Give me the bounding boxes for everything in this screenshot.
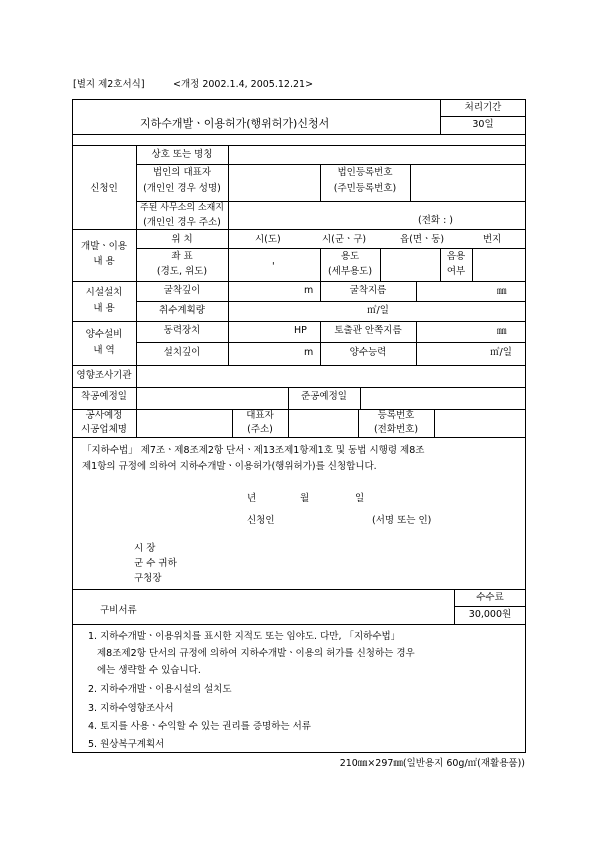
pipe-unit: ㎜ [497,326,507,337]
doc-item: 4. 토지를 사용ㆍ수익할 수 있는 권리를 증명하는 서류 [88,721,311,732]
facility-section: 시설설치 [85,287,123,298]
form-title: 지하수개발ㆍ이용허가(행위허가)신청서 [140,117,330,130]
start-date-label: 착공예정일 [81,391,127,402]
doc-item: 5. 원상복구계획서 [88,739,165,750]
capacity-label: 양수능력 [349,347,387,358]
contractor-sublabel: 시공업체명 [81,424,127,435]
regno-label: 법인등록번호 [337,167,393,178]
date-year: 년 [247,493,257,504]
pipe-label: 토출관 안쪽지름 [334,325,402,336]
addressee-gun: 군 수 귀하 [134,558,177,569]
name-label: 상호 또는 명칭 [151,149,213,160]
contractor-rep-sublabel: (주소) [247,424,273,435]
power-label: 동력장치 [163,325,201,336]
fee-value: 30,000원 [468,609,512,620]
si-do: 시(도) [255,234,281,245]
dev-section: 개발ㆍ이용 [81,241,127,252]
drinking-label: 음용 [446,251,466,262]
fee-label: 수수료 [476,592,504,603]
eup-myeon-dong: 읍(면ㆍ동) [400,234,445,245]
location-label: 위 치 [171,234,193,245]
coord-sublabel: (경도, 위도) [156,266,208,277]
contractor-label: 공사예정 [85,410,123,421]
doc-item: 1. 지하수개발ㆍ이용위치를 표시한 지적도 또는 임야도. 다만, 「지하수법」 [88,631,401,642]
statement-line-1: 「지하수법」 제7조ㆍ제8조제2항 단서ㆍ제13조제1항제1호 및 동법 시행령 제8조 [82,445,425,456]
phone-field: (전화 : ) [418,215,454,226]
required-docs-label: 구비서류 [100,605,137,616]
regno-sublabel: (주민등록번호) [333,183,397,194]
office-sublabel: (개인인 경우 주소) [143,217,221,228]
statement-line-2: 제1항의 규정에 의하여 지하수개발ㆍ이용허가(행위허가)를 신청합니다. [82,461,377,472]
addressee-gu: 구청장 [134,573,162,584]
rep-label: 법인의 대표자 [152,167,212,178]
install-depth-unit: m [304,347,314,358]
capacity-unit: ㎥/일 [490,347,512,358]
office-label: 주된 사무소의 소재지 [140,203,224,213]
revision-note: <개정 2002.1.4, 2005.12.21> [173,79,314,90]
drinking-sublabel: 여부 [446,266,466,277]
processing-period-value: 30일 [472,119,494,130]
applicant-section: 신청인 [90,183,118,194]
depth-unit: m [304,285,314,296]
diameter-label: 굴착지름 [349,285,387,296]
survey-agency-label: 영향조사기관 [76,370,132,381]
processing-period-label: 처리기간 [464,102,502,113]
addressee-si: 시 장 [134,543,156,554]
diameter-unit: ㎜ [497,286,507,297]
pump-section: 양수설비 [85,329,123,340]
coord-mark: ' [272,261,275,272]
date-month: 월 [300,493,310,504]
dev-section-sub: 내 용 [93,256,115,267]
doc-item: 에는 생략할 수 있습니다. [97,665,201,676]
intake-label: 취수계획량 [159,305,205,316]
use-label: 용도 [340,251,360,262]
paper-spec: 210㎜×297㎜(일반용지 60g/㎡(재활용품)) [339,758,525,769]
coord-label: 좌 표 [171,251,193,262]
doc-item: 제8조제2항 단서의 규정에 의하여 지하수개발ㆍ이용의 허가를 신청하는 경우 [97,648,415,659]
install-depth-label: 설치깊이 [163,347,201,358]
doc-item: 3. 지하수영향조사서 [88,703,174,714]
intake-unit: ㎥/일 [367,305,389,316]
doc-item: 2. 지하수개발ㆍ이용시설의 설치도 [88,684,232,695]
si-gun-gu: 시(군ㆍ구) [322,234,367,245]
facility-section-sub: 내 용 [93,303,115,314]
date-day: 일 [355,493,365,504]
contractor-reg-label: 등록번호 [377,410,415,421]
rep-sublabel: (개인인 경우 성명) [143,183,221,194]
signature-field: (서명 또는 인) [372,515,432,526]
applicant-sign-label: 신청인 [247,515,275,526]
beonji: 번지 [483,234,502,245]
pump-section-sub: 내 역 [93,345,115,356]
depth-label: 굴착깊이 [163,285,201,296]
finish-date-label: 준공예정일 [301,391,347,402]
power-unit: HP [294,325,307,336]
form-number: [별지 제2호서식] [73,79,145,90]
contractor-reg-sublabel: (전화번호) [373,424,419,435]
use-sublabel: (세부용도) [327,266,373,277]
contractor-rep-label: 대표자 [246,410,274,421]
